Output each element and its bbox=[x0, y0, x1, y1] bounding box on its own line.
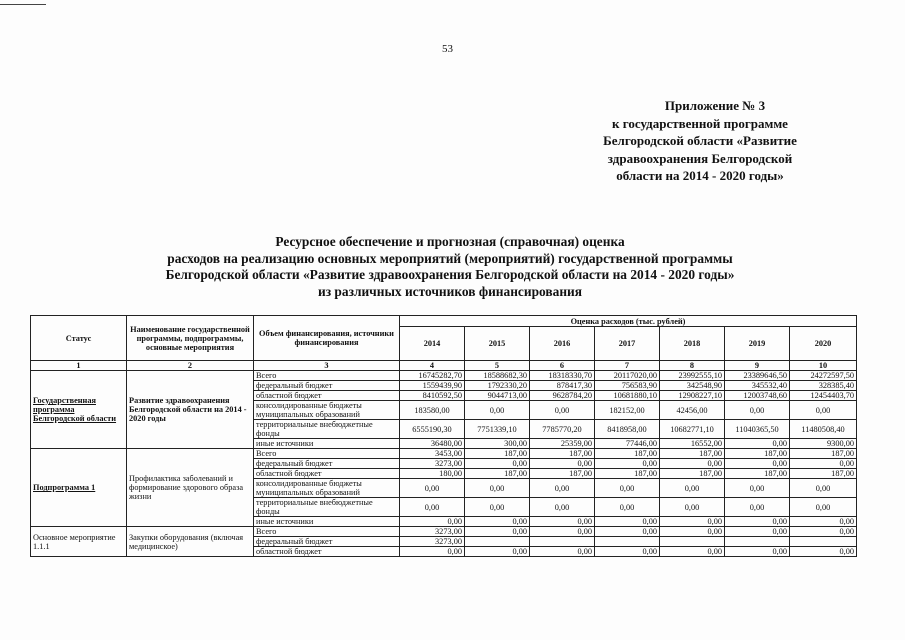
column-index: 2 bbox=[127, 361, 254, 371]
cell-value: 12908227,10 bbox=[660, 391, 725, 401]
title-line-4: из различных источников финансирования bbox=[317, 283, 582, 299]
cell-value: 10682771,10 bbox=[660, 420, 725, 439]
cell-value: 183580,00 bbox=[400, 401, 465, 420]
cell-value bbox=[790, 537, 857, 547]
cell-value: 187,00 bbox=[530, 469, 595, 479]
column-index: 7 bbox=[595, 361, 660, 371]
cell-value: 0,00 bbox=[595, 479, 660, 498]
cell-value: 10681880,10 bbox=[595, 391, 660, 401]
page-number: 53 bbox=[442, 43, 453, 55]
cell-value: 0,00 bbox=[725, 517, 790, 527]
cell-value: 756583,90 bbox=[595, 381, 660, 391]
cell-value: 3273,00 bbox=[400, 459, 465, 469]
cell-value: 0,00 bbox=[595, 498, 660, 517]
financing-table bbox=[30, 315, 857, 557]
cell-value: 0,00 bbox=[400, 479, 465, 498]
header-year: 2019 bbox=[725, 327, 790, 361]
column-index: 1 bbox=[31, 361, 127, 371]
cell-value bbox=[530, 537, 595, 547]
cell-value: 3273,00 bbox=[400, 537, 465, 547]
cell-value: 16745282,70 bbox=[400, 371, 465, 381]
table-row bbox=[31, 449, 857, 459]
cell-value: 187,00 bbox=[465, 469, 530, 479]
cell-value: 18318330,70 bbox=[530, 371, 595, 381]
cell-value: 1559439,90 bbox=[400, 381, 465, 391]
cell-value: 36480,00 bbox=[400, 439, 465, 449]
cell-value: 0,00 bbox=[530, 401, 595, 420]
header-estimate: Оценка расходов (тыс. рублей) bbox=[400, 316, 857, 327]
cell-value: 0,00 bbox=[725, 459, 790, 469]
row-status: Подпрограмма 1 bbox=[31, 449, 127, 527]
cell-value: 187,00 bbox=[595, 449, 660, 459]
column-index: 5 bbox=[465, 361, 530, 371]
cell-value: 345532,40 bbox=[725, 381, 790, 391]
cell-value: 11480508,40 bbox=[790, 420, 857, 439]
row-funding-source: областной бюджет bbox=[254, 391, 400, 401]
cell-value: 0,00 bbox=[790, 498, 857, 517]
document-title bbox=[110, 234, 790, 300]
cell-value: 0,00 bbox=[660, 547, 725, 557]
cell-value: 7785770,20 bbox=[530, 420, 595, 439]
table-row bbox=[31, 527, 857, 537]
cell-value: 0,00 bbox=[465, 547, 530, 557]
row-funding-source: Всего bbox=[254, 527, 400, 537]
cell-value: 42456,00 bbox=[660, 401, 725, 420]
appendix-heading bbox=[585, 97, 815, 185]
table-row bbox=[31, 371, 857, 381]
column-index: 8 bbox=[660, 361, 725, 371]
cell-value: 3453,00 bbox=[400, 449, 465, 459]
title-line-3: Белгородской области «Развитие здравоохранения Белгородской области на 2014 - 2020 годы» bbox=[165, 267, 735, 282]
title-line-2: расходов на реализацию основных мероприятий (мероприятий) государственной программы bbox=[167, 250, 733, 266]
cell-value: 0,00 bbox=[530, 527, 595, 537]
cell-value: 0,00 bbox=[660, 527, 725, 537]
cell-value: 0,00 bbox=[725, 547, 790, 557]
row-funding-source: территориальные внебюджетные фонды bbox=[254, 498, 400, 517]
cell-value: 0,00 bbox=[465, 527, 530, 537]
cell-value: 328385,40 bbox=[790, 381, 857, 391]
cell-value: 0,00 bbox=[595, 517, 660, 527]
cell-value: 0,00 bbox=[400, 498, 465, 517]
cell-value: 11040365,50 bbox=[725, 420, 790, 439]
row-status: Основное мероприятие 1.1.1 bbox=[31, 527, 127, 557]
cell-value: 0,00 bbox=[790, 547, 857, 557]
row-funding-source: Всего bbox=[254, 371, 400, 381]
header-year: 2014 bbox=[400, 327, 465, 361]
row-funding-source: консолидированные бюджеты муниципальных образований bbox=[254, 479, 400, 498]
cell-value: 12003748,60 bbox=[725, 391, 790, 401]
cell-value: 187,00 bbox=[725, 469, 790, 479]
cell-value: 0,00 bbox=[660, 459, 725, 469]
cell-value: 187,00 bbox=[725, 449, 790, 459]
cell-value: 0,00 bbox=[465, 498, 530, 517]
cell-value: 0,00 bbox=[790, 527, 857, 537]
row-funding-source: федеральный бюджет bbox=[254, 381, 400, 391]
row-funding-source: федеральный бюджет bbox=[254, 537, 400, 547]
cell-value bbox=[465, 537, 530, 547]
cell-value: 23389646,50 bbox=[725, 371, 790, 381]
cell-value: 0,00 bbox=[465, 401, 530, 420]
appendix-line-3: Белгородской области «Развитие bbox=[603, 133, 797, 148]
cell-value: 77446,00 bbox=[595, 439, 660, 449]
cell-value: 0,00 bbox=[790, 459, 857, 469]
appendix-line-1: Приложение № 3 bbox=[664, 98, 766, 113]
cell-value: 187,00 bbox=[660, 449, 725, 459]
row-status: Государственная программа Белгородской области bbox=[31, 371, 127, 449]
column-index: 10 bbox=[790, 361, 857, 371]
cell-value: 9044713,00 bbox=[465, 391, 530, 401]
cell-value: 0,00 bbox=[595, 459, 660, 469]
cell-value: 0,00 bbox=[790, 479, 857, 498]
cell-value: 187,00 bbox=[595, 469, 660, 479]
cell-value: 187,00 bbox=[790, 469, 857, 479]
column-index: 9 bbox=[725, 361, 790, 371]
header-year: 2016 bbox=[530, 327, 595, 361]
cell-value: 187,00 bbox=[660, 469, 725, 479]
row-program-name: Развитие здравоохранения Белгородской области на 2014 - 2020 годы bbox=[127, 371, 254, 449]
row-funding-source: территориальные внебюджетные фонды bbox=[254, 420, 400, 439]
cell-value: 0,00 bbox=[790, 401, 857, 420]
cell-value: 0,00 bbox=[790, 517, 857, 527]
cell-value: 342548,90 bbox=[660, 381, 725, 391]
row-funding-source: иные источники bbox=[254, 517, 400, 527]
appendix-line-4: здравоохранения Белгородской bbox=[607, 150, 793, 166]
column-index: 3 bbox=[254, 361, 400, 371]
header-year: 2017 bbox=[595, 327, 660, 361]
column-index: 4 bbox=[400, 361, 465, 371]
cell-value: 0,00 bbox=[530, 517, 595, 527]
cell-value bbox=[725, 537, 790, 547]
cell-value: 0,00 bbox=[465, 479, 530, 498]
cell-value: 878417,30 bbox=[530, 381, 595, 391]
cell-value: 16552,00 bbox=[660, 439, 725, 449]
cell-value: 0,00 bbox=[400, 547, 465, 557]
cell-value: 9628784,20 bbox=[530, 391, 595, 401]
header-year: 2015 bbox=[465, 327, 530, 361]
cell-value: 0,00 bbox=[530, 547, 595, 557]
cell-value: 0,00 bbox=[595, 527, 660, 537]
header-year: 2018 bbox=[660, 327, 725, 361]
column-index: 6 bbox=[530, 361, 595, 371]
cell-value: 0,00 bbox=[400, 517, 465, 527]
cell-value: 9300,00 bbox=[790, 439, 857, 449]
cell-value: 18588682,30 bbox=[465, 371, 530, 381]
cell-value: 24272597,50 bbox=[790, 371, 857, 381]
cell-value: 0,00 bbox=[725, 439, 790, 449]
cell-value: 0,00 bbox=[725, 527, 790, 537]
cell-value: 0,00 bbox=[465, 459, 530, 469]
appendix-line-2: к государственной программе bbox=[612, 115, 788, 131]
row-funding-source: областной бюджет bbox=[254, 469, 400, 479]
cell-value: 182152,00 bbox=[595, 401, 660, 420]
row-funding-source: Всего bbox=[254, 449, 400, 459]
cell-value: 3273,00 bbox=[400, 527, 465, 537]
cell-value: 0,00 bbox=[725, 401, 790, 420]
cell-value: 25359,00 bbox=[530, 439, 595, 449]
cell-value: 0,00 bbox=[530, 479, 595, 498]
cell-value: 0,00 bbox=[660, 479, 725, 498]
cell-value: 0,00 bbox=[725, 498, 790, 517]
cell-value: 0,00 bbox=[530, 459, 595, 469]
title-line-1: Ресурсное обеспечение и прогнозная (справочная) оценка bbox=[275, 234, 625, 249]
cell-value: 0,00 bbox=[465, 517, 530, 527]
cell-value: 0,00 bbox=[725, 479, 790, 498]
cell-value: 300,00 bbox=[465, 439, 530, 449]
row-funding-source: иные источники bbox=[254, 439, 400, 449]
cell-value: 0,00 bbox=[660, 517, 725, 527]
row-program-name: Профилактика заболеваний и формирование здорового образа жизни bbox=[127, 449, 254, 527]
row-funding-source: консолидированные бюджеты муниципальных образований bbox=[254, 401, 400, 420]
header-name: Наименование государственной программы, подпрограммы, основные мероприятия bbox=[127, 316, 254, 361]
cell-value: 180,00 bbox=[400, 469, 465, 479]
cell-value: 0,00 bbox=[660, 498, 725, 517]
row-program-name: Закупки оборудования (включая медицинское) bbox=[127, 527, 254, 557]
cell-value: 20117020,00 bbox=[595, 371, 660, 381]
header-status: Статус bbox=[31, 316, 127, 361]
cell-value: 187,00 bbox=[790, 449, 857, 459]
header-year: 2020 bbox=[790, 327, 857, 361]
cell-value: 187,00 bbox=[530, 449, 595, 459]
top-rule bbox=[0, 4, 46, 5]
cell-value bbox=[660, 537, 725, 547]
row-funding-source: областной бюджет bbox=[254, 547, 400, 557]
cell-value: 187,00 bbox=[465, 449, 530, 459]
cell-value: 12454403,70 bbox=[790, 391, 857, 401]
cell-value: 23992555,10 bbox=[660, 371, 725, 381]
cell-value: 1792330,20 bbox=[465, 381, 530, 391]
appendix-line-5: области на 2014 - 2020 годы» bbox=[616, 168, 784, 183]
cell-value: 7751339,10 bbox=[465, 420, 530, 439]
header-source: Объем финансирования, источники финансирования bbox=[254, 316, 400, 361]
cell-value: 8418958,00 bbox=[595, 420, 660, 439]
row-funding-source: федеральный бюджет bbox=[254, 459, 400, 469]
cell-value: 6555190,30 bbox=[400, 420, 465, 439]
cell-value: 0,00 bbox=[595, 547, 660, 557]
cell-value: 0,00 bbox=[530, 498, 595, 517]
cell-value bbox=[595, 537, 660, 547]
cell-value: 8410592,50 bbox=[400, 391, 465, 401]
